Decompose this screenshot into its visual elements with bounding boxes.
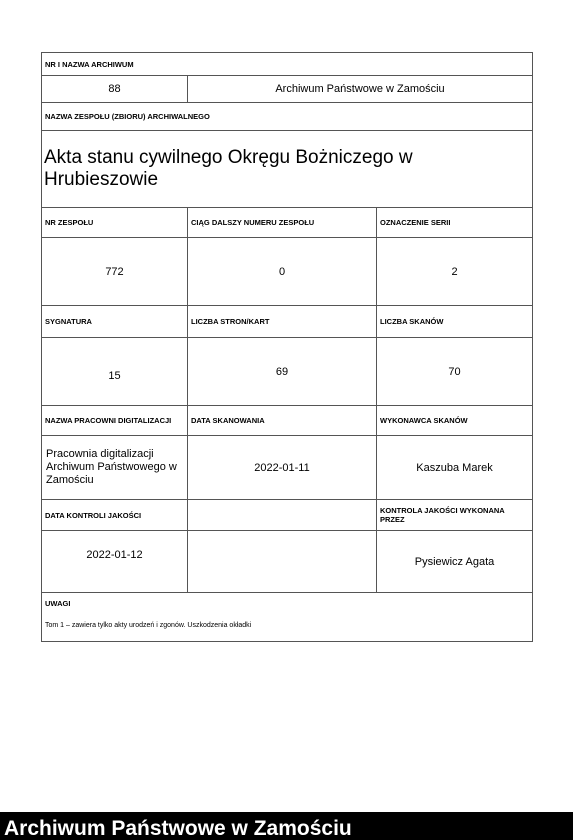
wykonawca-label: WYKONAWCA SKANÓW xyxy=(377,406,533,436)
oznaczenie-serii-value: 2 xyxy=(377,238,533,306)
data-kontroli-value: 2022-01-12 xyxy=(42,531,188,593)
pracownia-value: Pracownia digitalizacji Archiwum Państwowego w Zamościu xyxy=(42,436,188,500)
nazwa-zespolu-label: NAZWA ZESPOŁU (ZBIORU) ARCHIWALNEGO xyxy=(42,103,533,131)
wykonawca-value: Kaszuba Marek xyxy=(377,436,533,500)
oznaczenie-serii-label: OZNACZENIE SERII xyxy=(377,208,533,238)
liczba-skanow-value: 70 xyxy=(377,338,533,406)
data-skanowania-label: DATA SKANOWANIA xyxy=(188,406,377,436)
uwagi-value: Tom 1 – zawiera tylko akty urodzeń i zgonów. Uszkodzenia okładki xyxy=(45,622,252,629)
ciag-dalszy-label: CIĄG DALSZY NUMERU ZESPOŁU xyxy=(188,208,377,238)
empty-label-cell xyxy=(188,500,377,531)
liczba-stron-label: LICZBA STRON/KART xyxy=(188,306,377,338)
nazwa-zespolu-value: Akta stanu cywilnego Okręgu Bożniczego w Hrubieszowie xyxy=(42,131,533,208)
nr-archiwum-value: 88 xyxy=(42,76,188,103)
liczba-skanow-label: LICZBA SKANÓW xyxy=(377,306,533,338)
data-kontroli-label: DATA KONTROLI JAKOŚCI xyxy=(42,500,188,531)
sygnatura-label: SYGNATURA xyxy=(42,306,188,338)
data-skanowania-value: 2022-01-11 xyxy=(188,436,377,500)
nr-nazwa-archiwum-label: NR I NAZWA ARCHIWUM xyxy=(42,53,533,76)
kontrola-value: Pysiewicz Agata xyxy=(377,531,533,593)
archive-metadata-form xyxy=(41,52,533,642)
pracownia-label: NAZWA PRACOWNI DIGITALIZACJI xyxy=(42,406,188,436)
kontrola-label: KONTROLA JAKOŚCI WYKONANA PRZEZ xyxy=(377,500,533,531)
nr-zespolu-value: 772 xyxy=(42,238,188,306)
sygnatura-value: 15 xyxy=(42,338,188,406)
archive-footer-banner: Archiwum Państwowe w Zamościu xyxy=(0,812,573,840)
ciag-dalszy-value: 0 xyxy=(188,238,377,306)
uwagi-label: UWAGI xyxy=(45,599,71,608)
empty-value-cell xyxy=(188,531,377,593)
uwagi-cell xyxy=(42,593,533,642)
nr-zespolu-label: NR ZESPOŁU xyxy=(42,208,188,238)
liczba-stron-value: 69 xyxy=(188,338,377,406)
nazwa-archiwum-value: Archiwum Państwowe w Zamościu xyxy=(188,76,533,103)
